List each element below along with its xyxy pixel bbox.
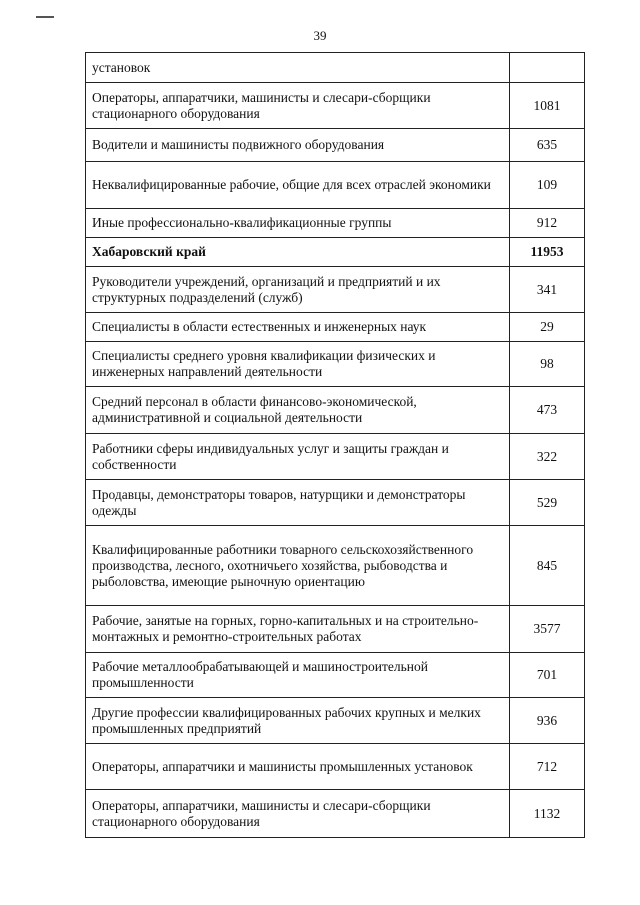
row-value: 936 [510,698,585,744]
row-label: установок [86,53,510,83]
row-label: Рабочие металлообрабатывающей и машиностроительной промышленности [86,653,510,698]
row-label: Продавцы, демонстраторы товаров, натурщики и демонстраторы одежды [86,480,510,526]
row-label: Хабаровский край [86,238,510,267]
table-row [86,606,585,653]
row-label: Операторы, аппаратчики, машинисты и слесари-сборщики стационарного оборудования [86,790,510,838]
table-row [86,744,585,790]
table-row [86,526,585,606]
table-row [86,83,585,129]
row-label: Операторы, аппаратчики и машинисты промышленных установок [86,744,510,790]
row-label: Операторы, аппаратчики, машинисты и слесари-сборщики стационарного оборудования [86,83,510,129]
table-row [86,480,585,526]
row-value: 341 [510,267,585,313]
table-row [86,653,585,698]
row-value: 29 [510,313,585,342]
corner-mark [36,16,54,18]
row-value: 473 [510,387,585,434]
row-value: 701 [510,653,585,698]
table-row [86,342,585,387]
table-row [86,267,585,313]
row-label: Руководители учреждений, организаций и предприятий и их структурных подразделений (служб) [86,267,510,313]
row-value: 912 [510,209,585,238]
table-row [86,790,585,838]
table-row [86,434,585,480]
table-row [86,53,585,83]
table-row [86,698,585,744]
row-value: 109 [510,162,585,209]
row-value: 11953 [510,238,585,267]
row-value: 322 [510,434,585,480]
table-row [86,209,585,238]
row-label: Другие профессии квалифицированных рабочих крупных и мелких промышленных предприятий [86,698,510,744]
row-label: Неквалифицированные рабочие, общие для всех отраслей экономики [86,162,510,209]
row-label: Рабочие, занятые на горных, горно-капитальных и на строительно-монтажных и ремонтно-строительных работах [86,606,510,653]
row-value: 3577 [510,606,585,653]
table-body [86,53,585,838]
row-value: 1132 [510,790,585,838]
row-label: Средний персонал в области финансово-экономической, административной и социальной деятельности [86,387,510,434]
table-row [86,313,585,342]
table-row [86,162,585,209]
row-label: Специалисты среднего уровня квалификации физических и инженерных направлений деятельности [86,342,510,387]
page-number: 39 [313,28,327,43]
table-row [86,238,585,267]
row-value: 1081 [510,83,585,129]
row-label: Работники сферы индивидуальных услуг и защиты граждан и собственности [86,434,510,480]
row-value: 529 [510,480,585,526]
table-row [86,129,585,162]
row-value: 635 [510,129,585,162]
row-label: Водители и машинисты подвижного оборудования [86,129,510,162]
row-label: Иные профессионально-квалификационные группы [86,209,510,238]
occupation-table [85,52,585,838]
row-value [510,53,585,83]
row-value: 845 [510,526,585,606]
table-row [86,387,585,434]
row-label: Квалифицированные работники товарного сельскохозяйственного производства, лесного, охотничьего хозяйства, рыбоводства и рыболовства, имеющие рыночную ориентацию [86,526,510,606]
row-value: 98 [510,342,585,387]
row-value: 712 [510,744,585,790]
row-label: Специалисты в области естественных и инженерных наук [86,313,510,342]
